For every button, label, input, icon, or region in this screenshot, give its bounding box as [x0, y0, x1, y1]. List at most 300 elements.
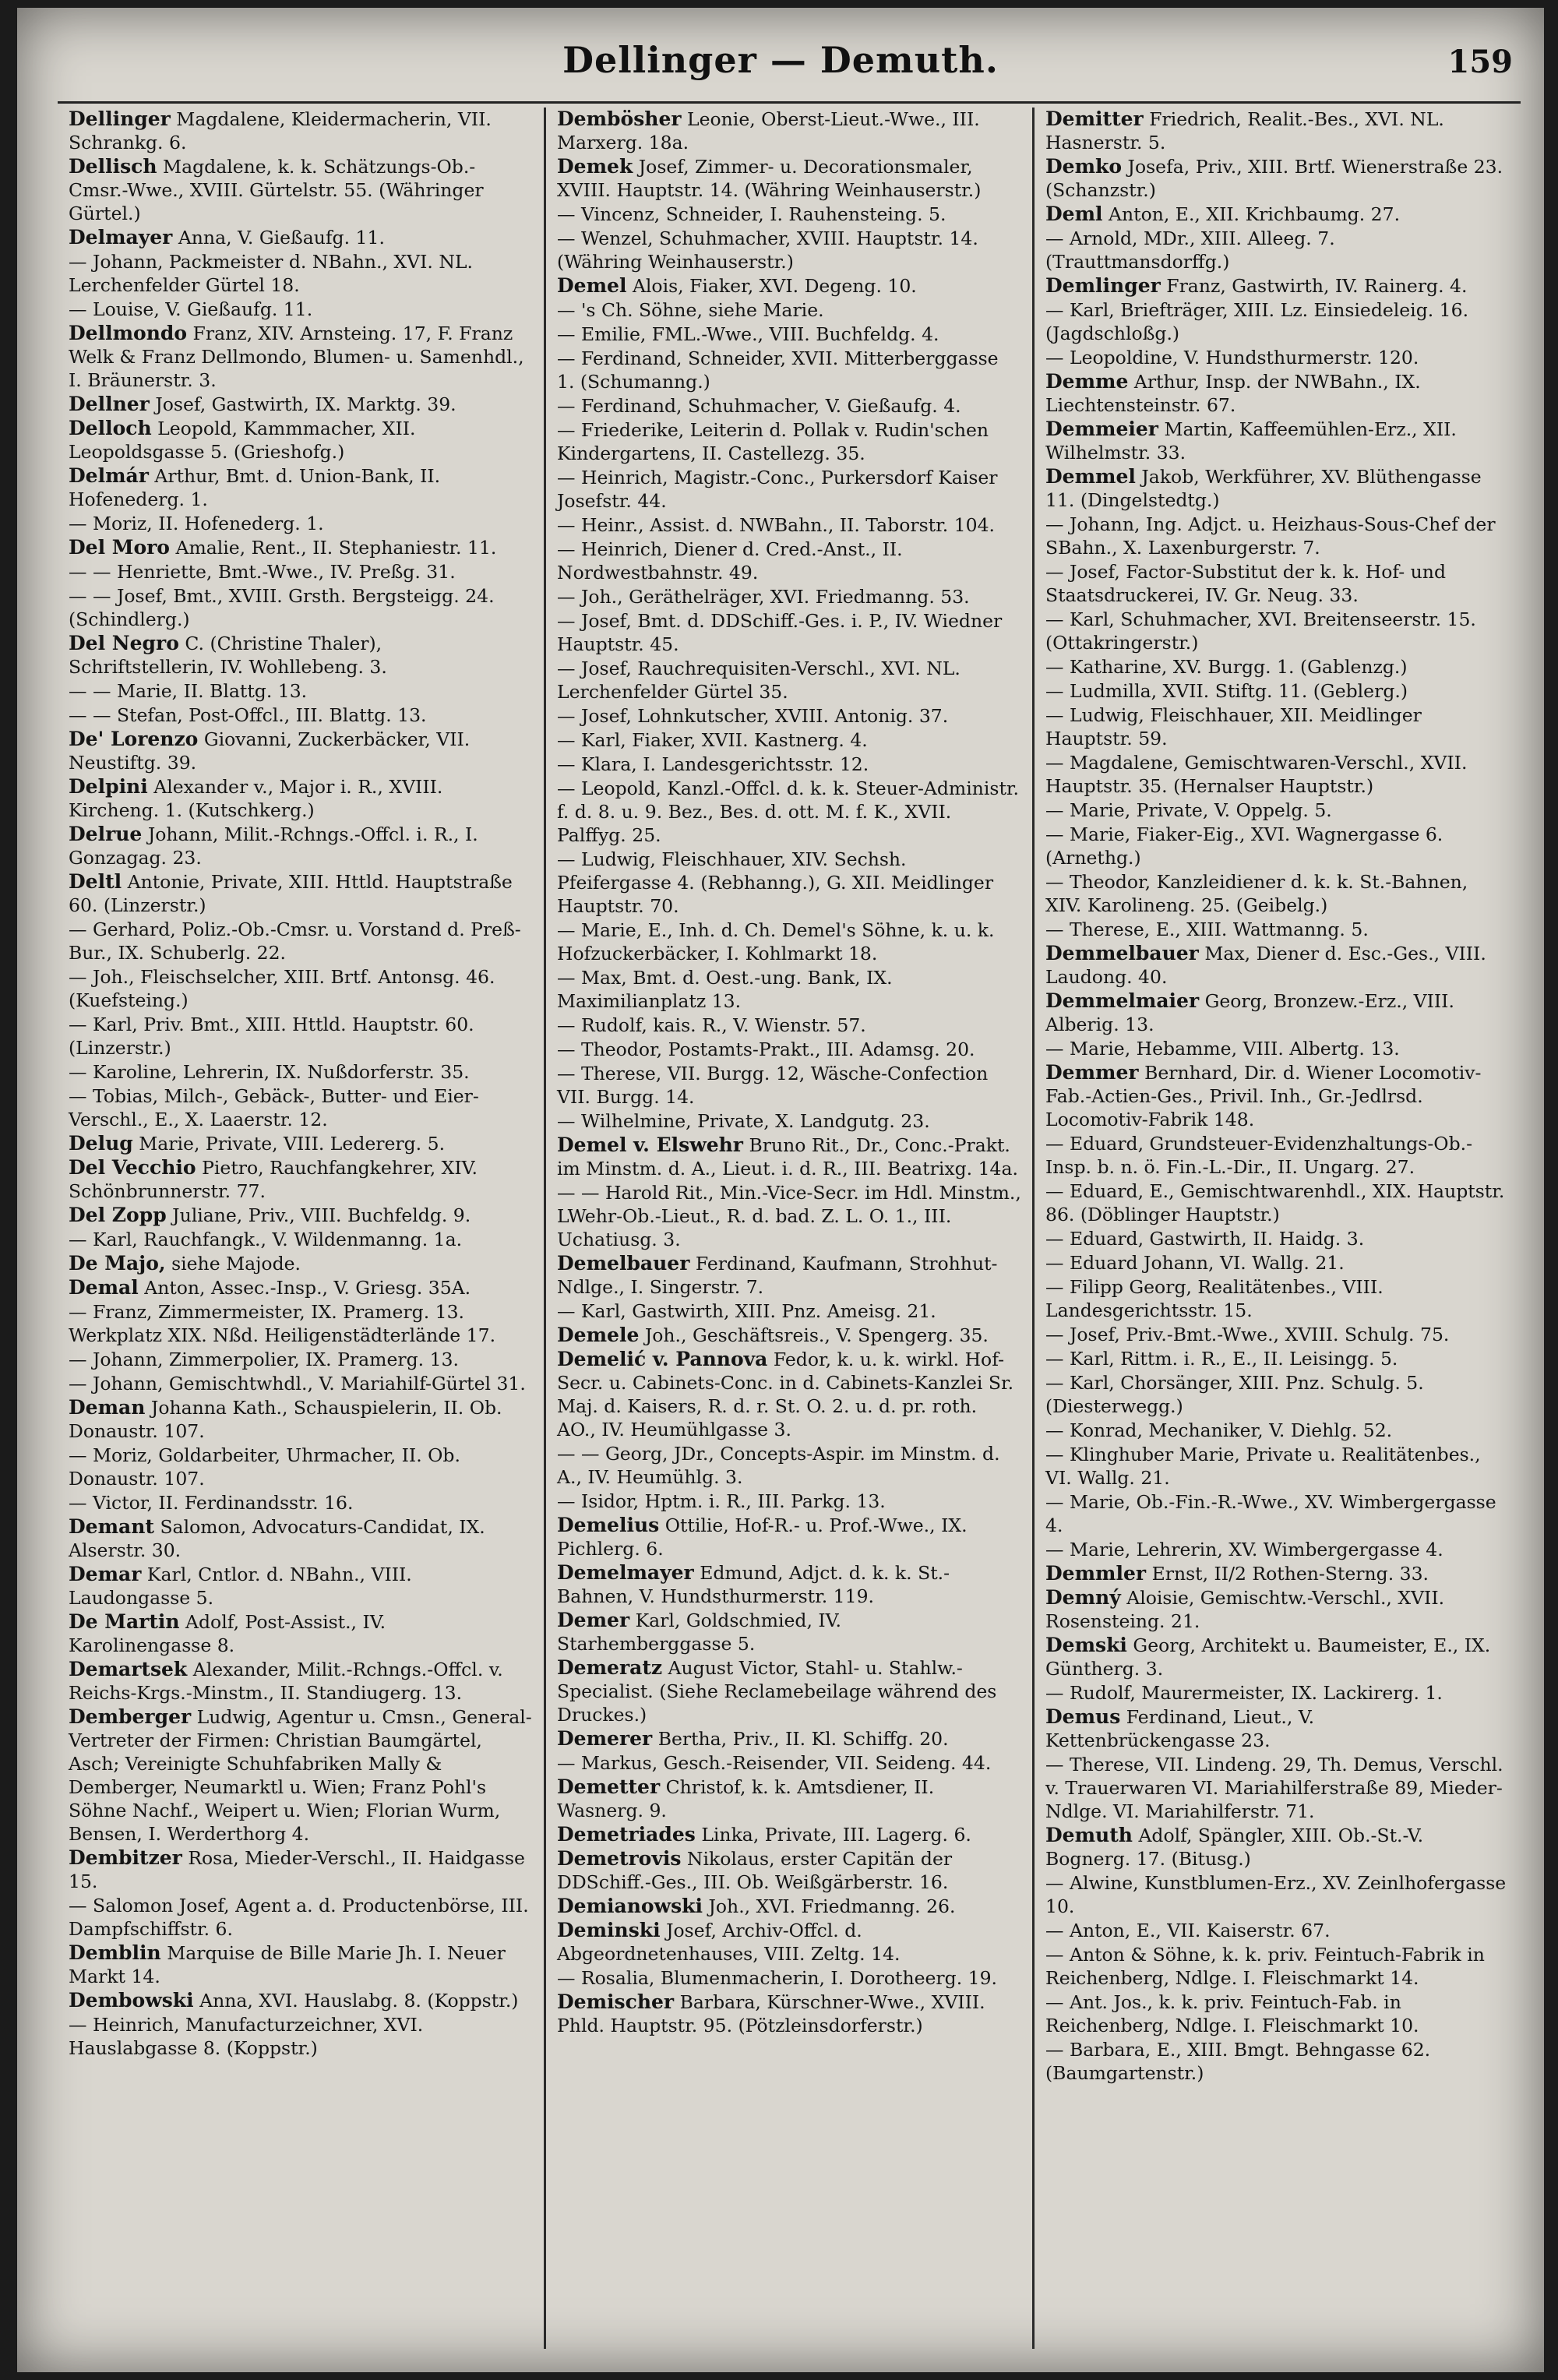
directory-entry — [1045, 1919, 1510, 1942]
directory-entry — [557, 1348, 1021, 1441]
directory-entry — [557, 1181, 1021, 1251]
entry-details: Magdalene, Kleidermacherin, VII. Schrankg. 6. — [69, 108, 492, 153]
directory-entry — [69, 728, 533, 774]
entry-surname: Del Zopp — [69, 1204, 167, 1226]
directory-entry — [69, 1228, 533, 1251]
directory-entry — [1045, 1037, 1510, 1060]
entry-surname: De Majo, — [69, 1252, 166, 1275]
directory-entry — [69, 512, 533, 535]
directory-entry — [557, 108, 1021, 154]
column-2 — [546, 108, 1035, 2349]
directory-entry — [1045, 513, 1510, 559]
directory-entry — [1045, 1061, 1510, 1131]
entry-details: Leopold, Kammmacher, XII. Leopoldsgasse 5. (Grieshofg.) — [69, 418, 416, 463]
entry-details: — Karl, Fiaker, XVII. Kastnerg. 4. — [557, 729, 868, 751]
entry-surname: Demmer — [1045, 1061, 1139, 1084]
directory-entry — [557, 1514, 1021, 1560]
directory-entry — [1045, 1990, 1510, 2037]
directory-entry — [69, 560, 533, 584]
entry-details: — — Stefan, Post-Offcl., III. Blattg. 13. — [69, 704, 427, 726]
directory-page — [17, 8, 1544, 2372]
directory-entry — [69, 823, 533, 869]
entry-details: — Therese, E., XIII. Wattmanng. 5. — [1045, 919, 1369, 940]
entry-details: Josef, Gastwirth, IX. Marktg. 39. — [155, 393, 456, 415]
entry-surname: Demartsek — [69, 1658, 188, 1680]
entry-surname: Delmár — [69, 464, 149, 487]
entry-surname: Demal — [69, 1276, 139, 1299]
entry-surname: Demelić v. Pannova — [557, 1348, 768, 1370]
entry-details: — Ludmilla, XVII. Stiftg. 11. (Geblerg.) — [1045, 680, 1408, 702]
entry-details: Johanna Kath., Schauspielerin, II. Ob. Donaustr. 107. — [69, 1397, 502, 1442]
entry-surname: Demlinger — [1045, 274, 1161, 297]
entry-details: Adolf, Post-Assist., IV. Karolinengasse 8. — [69, 1611, 386, 1656]
directory-entry — [69, 1444, 533, 1490]
entry-details: Franz, XIV. Arnsteing. 17, F. Franz Welk & Franz Dellmondo, Blumen- u. Samenhdl., I. Bräunerstr. 3. — [69, 323, 524, 391]
entry-details: — Johann, Gemischtwhdl., V. Mariahilf-Gürtel 31. — [69, 1373, 526, 1395]
entry-details: — Salomon Josef, Agent a. d. Productenbörse, III. Dampfschiffstr. 6. — [69, 1895, 529, 1940]
entry-details: — Karoline, Lehrerin, IX. Nußdorferstr. 35. — [69, 1061, 470, 1083]
entry-details: — Eduard, Gastwirth, II. Haidg. 3. — [1045, 1228, 1365, 1250]
directory-entry — [1045, 1132, 1510, 1179]
entry-surname: Demelmayer — [557, 1561, 694, 1584]
entry-details: — Therese, VII. Burgg. 12, Wäsche-Confection VII. Burgg. 14. — [557, 1063, 989, 1108]
entry-details: — Joh., Fleischselcher, XIII. Brtf. Antonsg. 46. (Kuefsteing.) — [69, 966, 495, 1011]
entry-details: — Josef, Bmt. d. DDSchiff.-Ges. i. P., IV. Wiedner Hauptstr. 45. — [557, 610, 1003, 655]
entry-details: Bruno Rit., Dr., Conc.-Prakt. im Minstm. d. A., Lieut. i. d. R., III. Beatrixg. 14a. — [557, 1134, 1018, 1179]
entry-details: Bertha, Priv., II. Kl. Schiffg. 20. — [657, 1728, 949, 1750]
directory-entry — [69, 1515, 533, 1562]
entry-details: — Johann, Packmeister d. NBahn., XVI. NL. Lerchenfelder Gürtel 18. — [69, 251, 473, 296]
directory-entry — [1045, 1251, 1510, 1275]
directory-entry — [1045, 1371, 1510, 1418]
directory-entry — [1045, 942, 1510, 989]
entry-details: — — Marie, II. Blattg. 13. — [69, 680, 308, 702]
directory-entry — [1045, 1753, 1510, 1823]
entry-details: Bernhard, Dir. d. Wiener Locomotiv-Fab.-Actien-Ges., Privil. Inh., Gr.-Jedlrsd. Locomotiv-Fabrik 148. — [1045, 1062, 1482, 1130]
directory-entry — [557, 227, 1021, 273]
entry-details: Nikolaus, erster Capitän der DDSchiff.-Ges., III. Ob. Weißgärberstr. 16. — [557, 1848, 953, 1893]
entry-details: — Moriz, II. Hofenederg. 1. — [69, 513, 324, 534]
entry-surname: Deltl — [69, 870, 122, 893]
entry-surname: Demant — [69, 1515, 154, 1538]
entry-details: Salomon, Advocaturs-Candidat, IX. Alserstr. 30. — [69, 1516, 485, 1561]
directory-entry — [557, 966, 1021, 1013]
entry-details: — — Harold Rit., Min.-Vice-Secr. im Hdl. Minstm., LWehr-Ob.-Lieut., R. d. bad. Z. L. O. 1., III. Uchatiusg. 3. — [557, 1182, 1021, 1250]
entry-surname: Demko — [1045, 155, 1123, 178]
entry-details: — Friederike, Leiterin d. Pollak v. Rudin'schen Kindergartens, II. Castellezg. 35. — [557, 419, 989, 464]
entry-surname: Demelius — [557, 1514, 660, 1536]
directory-entry — [69, 1132, 533, 1155]
entry-surname: Demeratz — [557, 1656, 663, 1679]
directory-entry — [1045, 227, 1510, 273]
directory-entry — [69, 1610, 533, 1657]
entry-details: — Marie, Fiaker-Eig., XVI. Wagnergasse 6. (Arnethg.) — [1045, 823, 1443, 869]
directory-entry — [557, 538, 1021, 584]
directory-entry — [1045, 1347, 1510, 1370]
directory-entry — [1045, 823, 1510, 869]
entry-surname: Del Vecchio — [69, 1156, 196, 1179]
entry-surname: Demar — [69, 1563, 142, 1585]
entry-details: — Klinghuber Marie, Private u. Realitätenbes., VI. Wallg. 21. — [1045, 1444, 1481, 1489]
directory-entry — [69, 918, 533, 964]
directory-entry — [557, 394, 1021, 418]
directory-entry — [69, 322, 533, 392]
entry-details: Johann, Milit.-Rchngs.-Offcl. i. R., I. Gonzagag. 23. — [69, 823, 478, 869]
entry-surname: Del Negro — [69, 632, 179, 654]
directory-entry — [69, 108, 533, 154]
column-3 — [1035, 108, 1521, 2349]
directory-entry — [1045, 1681, 1510, 1705]
directory-entry — [1045, 1179, 1510, 1226]
entry-details: — Wenzel, Schuhmacher, XVIII. Hauptstr. 14. (Währing Weinhauserstr.) — [557, 227, 978, 273]
entry-details: Anna, V. Gießaufg. 11. — [178, 227, 385, 249]
entry-details: Amalie, Rent., II. Stephaniestr. 11. — [175, 537, 497, 559]
entry-surname: Demski — [1045, 1634, 1127, 1656]
directory-entry — [557, 1134, 1021, 1180]
directory-entry — [1045, 1323, 1510, 1346]
directory-entry — [1045, 989, 1510, 1036]
directory-entry — [557, 1561, 1021, 1608]
directory-entry — [1045, 203, 1510, 226]
entry-details: — Gerhard, Poliz.-Ob.-Cmsr. u. Vorstand d. Preß-Bur., IX. Schuberlg. 22. — [69, 919, 521, 964]
directory-entry — [69, 775, 533, 822]
columns — [58, 108, 1521, 2349]
directory-entry — [69, 417, 533, 464]
entry-details: — Karl, Priv. Bmt., XIII. Httld. Hauptstr. 60. (Linzerstr.) — [69, 1014, 474, 1059]
entry-details: — Heinr., Assist. d. NWBahn., II. Taborstr. 104. — [557, 514, 996, 536]
entry-details: — Leopoldine, V. Hundsthurmerstr. 120. — [1045, 347, 1419, 368]
directory-entry — [1045, 751, 1510, 798]
directory-entry — [69, 1084, 533, 1131]
directory-entry — [69, 298, 533, 321]
entry-details: — Barbara, E., XIII. Bmgt. Behngasse 62. (Baumgartenstr.) — [1045, 2039, 1431, 2084]
directory-entry — [557, 919, 1021, 965]
entry-surname: Demetriades — [557, 1823, 696, 1846]
entry-details: Fedor, k. u. k. wirkl. Hof-Secr. u. Cabinets-Conc. in d. Cabinets-Kanzlei Sr. Maj. d. Kaisers, R. d. r. St. O. 2. u. d. pr. roth. AO., IV. Heumühlgasse 3. — [557, 1349, 1014, 1440]
directory-entry — [1045, 346, 1510, 369]
directory-entry — [69, 1156, 533, 1203]
directory-entry — [69, 2013, 533, 2060]
entry-details: — Ferdinand, Schuhmacher, V. Gießaufg. 4. — [557, 395, 961, 417]
entry-details: Rosa, Mieder-Verschl., II. Haidgasse 15. — [69, 1847, 525, 1892]
entry-surname: Demek — [557, 155, 633, 178]
entry-details: — Ludwig, Fleischhauer, XIV. Sechsh. Pfeifergasse 4. (Rebhanng.), G. XII. Meidlinger Hauptstr. 70. — [557, 848, 994, 917]
entry-details: — Theodor, Kanzleidiener d. k. k. St.-Bahnen, XIV. Karolineng. 25. (Geibelg.) — [1045, 871, 1468, 916]
directory-entry — [69, 1894, 533, 1941]
entry-details: — Klara, I. Landesgerichtsstr. 12. — [557, 753, 869, 775]
directory-entry — [69, 584, 533, 631]
entry-details: Marie, Private, VIII. Ledererg. 5. — [139, 1133, 446, 1155]
directory-entry — [1045, 1538, 1510, 1561]
entry-details: Alois, Fiaker, XVI. Degeng. 10. — [632, 275, 917, 297]
entry-surname: Dellisch — [69, 155, 157, 178]
entry-surname: Delug — [69, 1132, 133, 1155]
entry-details: — Karl, Gastwirth, XIII. Pnz. Ameisg. 21. — [557, 1300, 936, 1322]
directory-entry — [557, 1038, 1021, 1061]
entry-details: Linka, Private, III. Lagerg. 6. — [701, 1824, 971, 1846]
directory-entry — [69, 1941, 533, 1988]
entry-details: Ernst, II/2 Rothen-Sterng. 33. — [1151, 1563, 1429, 1585]
directory-entry — [69, 1013, 533, 1060]
directory-entry — [69, 1372, 533, 1395]
directory-entry — [557, 1014, 1021, 1037]
directory-entry — [557, 418, 1021, 465]
entry-surname: Demel v. Elswehr — [557, 1134, 743, 1156]
column-1 — [58, 108, 546, 2349]
entry-details: Jakob, Werkführer, XV. Blüthengasse 11. (Dingelstedtg.) — [1045, 466, 1482, 511]
directory-entry — [1045, 1562, 1510, 1585]
entry-surname: Delmayer — [69, 226, 173, 249]
directory-entry — [557, 1847, 1021, 1894]
entry-details: Barbara, Kürschner-Wwe., XVIII. Phld. Hauptstr. 95. (Pötzleinsdorferstr.) — [557, 1991, 985, 2036]
entry-details: — Johann, Ing. Adjct. u. Heizhaus-Sous-Chef der SBahn., X. Laxenburgerstr. 7. — [1045, 513, 1496, 559]
directory-entry — [557, 753, 1021, 776]
directory-entry — [1045, 418, 1510, 464]
page-title: Dellinger — Demuth. — [562, 39, 999, 81]
directory-entry — [1045, 108, 1510, 154]
entry-details: — Tobias, Milch-, Gebäck-, Butter- und Eier-Verschl., E., X. Laaerstr. 12. — [69, 1085, 479, 1130]
entry-details: — Filipp Georg, Realitätenbes., VIII. Landesgerichtsstr. 15. — [1045, 1276, 1384, 1321]
entry-details: — Arnold, MDr., XIII. Alleeg. 7. (Trauttmansdorffg.) — [1045, 227, 1335, 273]
directory-entry — [557, 1324, 1021, 1347]
entry-surname: Dellner — [69, 393, 150, 415]
entry-details: Adolf, Spängler, XIII. Ob.-St.-V. Bognerg. 17. (Bitusg.) — [1045, 1825, 1424, 1870]
entry-surname: Dembitzer — [69, 1846, 182, 1869]
directory-entry — [69, 632, 533, 679]
entry-details: Ferdinand, Kaufmann, Strohhut-Ndlge., I. Singerstr. 7. — [557, 1253, 998, 1298]
entry-details: Arthur, Insp. der NWBahn., IX. Liechtensteinstr. 67. — [1045, 371, 1421, 416]
directory-entry — [69, 536, 533, 559]
entry-details: Friedrich, Realit.-Bes., XVI. NL. Hasnerstr. 5. — [1045, 108, 1444, 153]
entry-details: — Konrad, Mechaniker, V. Diehlg. 52. — [1045, 1419, 1393, 1441]
entry-details: — Wilhelmine, Private, X. Landgutg. 23. — [557, 1110, 930, 1132]
entry-surname: Dembowski — [69, 1989, 194, 2012]
directory-entry — [1045, 1275, 1510, 1322]
entry-details: — Rosalia, Blumenmacherin, I. Dorotheerg. 19. — [557, 1967, 998, 1989]
entry-details: — Moriz, Goldarbeiter, Uhrmacher, II. Ob. Donaustr. 107. — [69, 1444, 460, 1490]
directory-entry — [557, 155, 1021, 202]
entry-surname: Demme — [1045, 370, 1129, 393]
directory-entry — [69, 870, 533, 917]
directory-entry — [69, 1563, 533, 1610]
entry-details: Josefa, Priv., XIII. Brtf. Wienerstraße 23. (Schanzstr.) — [1045, 156, 1503, 201]
directory-entry — [69, 1204, 533, 1227]
entry-details: — Marie, Lehrerin, XV. Wimbergergasse 4. — [1045, 1539, 1443, 1560]
directory-entry — [557, 1656, 1021, 1726]
entry-details: — Heinrich, Magistr.-Conc., Purkersdorf Kaiser Josefstr. 44. — [557, 467, 998, 512]
directory-entry — [557, 1490, 1021, 1513]
directory-entry — [1045, 155, 1510, 202]
entry-details: Alexander v., Major i. R., XVIII. Kircheng. 1. (Kutschkerg.) — [69, 776, 443, 821]
entry-details: — Vincenz, Schneider, I. Rauhensteing. 5. — [557, 203, 946, 225]
entry-details: Juliane, Priv., VIII. Buchfeldg. 9. — [172, 1204, 471, 1226]
directory-entry — [1045, 918, 1510, 941]
entry-details: — Alwine, Kunstblumen-Erz., XV. Zeinlhofergasse 10. — [1045, 1872, 1507, 1917]
entry-details: Ottilie, Hof-R.- u. Prof.-Wwe., IX. Pichlerg. 6. — [557, 1514, 968, 1560]
entry-details: Franz, Gastwirth, IV. Rainerg. 4. — [1166, 275, 1468, 297]
directory-entry — [557, 1895, 1021, 1918]
directory-entry — [557, 1727, 1021, 1751]
entry-surname: Demmler — [1045, 1562, 1147, 1585]
entry-details: Georg, Architekt u. Baumeister, E., IX. Güntherg. 3. — [1045, 1634, 1491, 1680]
entry-details: — Heinrich, Diener d. Cred.-Anst., II. Nordwestbahnstr. 49. — [557, 538, 903, 584]
entry-details: Marquise de Bille Marie Jh. I. Neuer Markt 14. — [69, 1942, 506, 1987]
directory-entry — [1045, 1871, 1510, 1918]
directory-entry — [69, 1348, 533, 1371]
directory-entry — [69, 1252, 533, 1275]
entry-surname: Demerer — [557, 1727, 653, 1750]
directory-entry — [557, 274, 1021, 298]
directory-entry — [557, 1775, 1021, 1822]
entry-surname: Dembösher — [557, 108, 682, 130]
entry-details: — Ferdinand, Schneider, XVII. Mitterberggasse 1. (Schumanng.) — [557, 347, 999, 393]
directory-entry — [69, 464, 533, 511]
directory-entry — [1045, 655, 1510, 679]
directory-entry — [557, 704, 1021, 728]
entry-surname: Demele — [557, 1324, 640, 1346]
directory-entry — [69, 1658, 533, 1705]
directory-entry — [557, 1990, 1021, 2037]
entry-details: Leonie, Oberst-Lieut.-Wwe., III. Marxerg. 18a. — [557, 108, 980, 153]
directory-entry — [557, 1823, 1021, 1846]
entry-surname: Demmelbauer — [1045, 942, 1199, 964]
entry-details: — Josef, Factor-Substitut der k. k. Hof- und Staatsdruckerei, IV. Gr. Neug. 33. — [1045, 561, 1446, 606]
entry-surname: De Martin — [69, 1610, 180, 1633]
entry-details: Christof, k. k. Amtsdiener, II. Wasnerg. 9. — [557, 1776, 935, 1821]
directory-entry — [1045, 1419, 1510, 1442]
entry-details: — — Georg, JDr., Concepts-Aspir. im Minstm. d. A., IV. Heumühlg. 3. — [557, 1443, 1000, 1488]
entry-details: — Max, Bmt. d. Oest.-ung. Bank, IX. Maximilianplatz 13. — [557, 967, 893, 1012]
directory-entry — [557, 585, 1021, 608]
entry-details: Ludwig, Agentur u. Cmsn., General-Vertreter der Firmen: Christian Baumgärtel, Asch; Vereinigte Schuhfabriken Mally & Demberger, Neumarktl u. Wien; Franz Pohl's Söhne Nachf., Weipert u. Wien; Florian Wurm, Bensen, I. Werderthorg 4. — [69, 1706, 532, 1845]
entry-surname: Demischer — [557, 1990, 675, 2013]
entry-details: — Magdalene, Gemischtwaren-Verschl., XVII. Hauptstr. 35. (Hernalser Hauptstr.) — [1045, 752, 1468, 797]
entry-details: — Marie, Hebamme, VIII. Albertg. 13. — [1045, 1038, 1400, 1060]
entry-surname: Demetter — [557, 1775, 661, 1798]
directory-entry — [69, 679, 533, 703]
entry-details: — Anton & Söhne, k. k. priv. Feintuch-Fabrik in Reichenberg, Ndlge. I. Fleischmarkt 14. — [1045, 1944, 1485, 1989]
entry-details: — Ant. Jos., k. k. priv. Feintuch-Fab. in Reichenberg, Ndlge. I. Fleischmarkt 10. — [1045, 1991, 1419, 2036]
entry-details: — Johann, Zimmerpolier, IX. Pramerg. 13. — [69, 1349, 459, 1370]
entry-details: — Karl, Rauchfangk., V. Wildenmanng. 1a. — [69, 1229, 463, 1250]
directory-entry — [69, 1491, 533, 1514]
entry-details: — — Josef, Bmt., XVIII. Grsth. Bergsteigg. 24. (Schindlerg.) — [69, 585, 495, 630]
entry-surname: Demmelmaier — [1045, 989, 1200, 1012]
entry-surname: Deml — [1045, 203, 1103, 225]
entry-details: Karl, Goldschmied, IV. Starhemberggasse 5. — [557, 1610, 842, 1655]
directory-entry — [1045, 1943, 1510, 1990]
entry-details: Josef, Archiv-Offcl. d. Abgeordnetenhauses, VIII. Zeltg. 14. — [557, 1920, 901, 1965]
entry-details: — Eduard, E., Gemischtwarenhdl., XIX. Hauptstr. 86. (Döblinger Hauptstr.) — [1045, 1180, 1505, 1225]
entry-details: — Anton, E., VII. Kaiserstr. 67. — [1045, 1920, 1331, 1941]
entry-details: — Therese, VII. Lindeng. 29, Th. Demus, Verschl. v. Trauerwaren VI. Mariahilferstraße 89, Mieder-Ndlge. VI. Mariahilferstr. 71. — [1045, 1754, 1503, 1822]
directory-entry — [1045, 1227, 1510, 1250]
entry-details: — — Henriette, Bmt.-Wwe., IV. Preßg. 31. — [69, 561, 456, 583]
entry-surname: Demel — [557, 274, 627, 297]
page-header — [17, 39, 1544, 101]
entry-details: Martin, Kaffeemühlen-Erz., XII. Wilhelmstr. 33. — [1045, 418, 1457, 464]
entry-details: — Theodor, Postamts-Prakt., III. Adamsg. 20. — [557, 1038, 975, 1060]
entry-details: Max, Diener d. Esc.-Ges., VIII. Laudong. 40. — [1045, 943, 1486, 988]
entry-details: Anna, XVI. Hauslabg. 8. (Koppstr.) — [199, 1990, 519, 2012]
entry-details: Arthur, Bmt. d. Union-Bank, II. Hofenederg. 1. — [69, 465, 441, 510]
directory-entry — [1045, 799, 1510, 822]
entry-details: — Josef, Rauchrequisiten-Verschl., XVI. NL. Lerchenfelder Gürtel 35. — [557, 658, 961, 703]
entry-surname: Deman — [69, 1396, 146, 1419]
entry-surname: Demer — [557, 1609, 630, 1631]
entry-details: Pietro, Rauchfangkehrer, XIV. Schönbrunnerstr. 77. — [69, 1157, 478, 1202]
entry-surname: Demmel — [1045, 465, 1136, 488]
directory-entry — [1045, 870, 1510, 917]
directory-entry — [1045, 370, 1510, 417]
directory-entry — [69, 1396, 533, 1443]
page-number: 159 — [1447, 44, 1513, 80]
entry-surname: Delpini — [69, 775, 148, 798]
entry-details: — Eduard Johann, VI. Wallg. 21. — [1045, 1252, 1345, 1274]
directory-entry — [69, 1989, 533, 2012]
header-rule — [58, 101, 1521, 104]
entry-details: Edmund, Adjct. d. k. k. St.-Bahnen, V. Hundsthurmerstr. 119. — [557, 1562, 950, 1607]
entry-surname: Delloch — [69, 417, 152, 439]
directory-entry — [69, 1276, 533, 1299]
entry-details: — Isidor, Hptm. i. R., III. Parkg. 13. — [557, 1490, 886, 1512]
entry-surname: Dellinger — [69, 108, 171, 130]
entry-details: — Franz, Zimmermeister, IX. Pramerg. 13. Werkplatz XIX. Nßd. Heiligenstädterlände 17. — [69, 1301, 496, 1346]
entry-details: Giovanni, Zuckerbäcker, VII. Neustiftg. 39. — [69, 728, 471, 774]
entry-details: — Louise, V. Gießaufg. 11. — [69, 298, 313, 320]
directory-entry — [557, 777, 1021, 847]
entry-surname: Delrue — [69, 823, 143, 845]
directory-entry — [1045, 465, 1510, 512]
entry-surname: Demný — [1045, 1586, 1121, 1609]
entry-details: — Ludwig, Fleischhauer, XII. Meidlinger Hauptstr. 59. — [1045, 704, 1422, 749]
directory-entry — [557, 298, 1021, 322]
entry-details: — Emilie, FML.-Wwe., VIII. Buchfeldg. 4. — [557, 323, 939, 345]
entry-details: — Karl, Chorsänger, XIII. Pnz. Schulg. 5. (Diesterwegg.) — [1045, 1372, 1424, 1417]
entry-details: — 's Ch. Söhne, siehe Marie. — [557, 299, 824, 321]
directory-entry — [1045, 608, 1510, 654]
entry-details: — Joh., Geräthelräger, XVI. Friedmanng. 53. — [557, 586, 970, 608]
entry-surname: Demitter — [1045, 108, 1144, 130]
entry-details: — Marie, E., Inh. d. Ch. Demel's Söhne, k. u. k. Hofzuckerbäcker, I. Kohlmarkt 18. — [557, 919, 995, 964]
directory-entry — [69, 1705, 533, 1846]
entry-surname: Deminski — [557, 1919, 661, 1941]
entry-details: Anton, Assec.-Insp., V. Griesg. 35A. — [144, 1277, 471, 1299]
entry-details: — Markus, Gesch.-Reisender, VII. Seideng. 44. — [557, 1752, 992, 1774]
entry-details: — Marie, Private, V. Oppelg. 5. — [1045, 799, 1332, 821]
directory-entry — [557, 657, 1021, 703]
entry-details: — Leopold, Kanzl.-Offcl. d. k. k. Steuer-Administr. f. d. 8. u. 9. Bez., Bes. d. ott. M. f. K., XVII. Palffyg. 25. — [557, 777, 1020, 846]
directory-entry — [557, 347, 1021, 393]
directory-entry — [1045, 1586, 1510, 1633]
directory-entry — [69, 393, 533, 416]
entry-surname: Demblin — [69, 1941, 161, 1964]
entry-details: — Heinrich, Manufacturzeichner, XVI. Hauslabgasse 8. (Koppstr.) — [69, 2014, 424, 2059]
entry-details: siehe Majode. — [171, 1253, 301, 1275]
directory-entry — [1045, 1490, 1510, 1537]
entry-surname: Dellmondo — [69, 322, 188, 344]
directory-entry — [557, 1062, 1021, 1109]
directory-entry — [69, 703, 533, 727]
directory-entry — [69, 1846, 533, 1893]
entry-details: Antonie, Private, XIII. Httld. Hauptstraße 60. (Linzerstr.) — [69, 871, 513, 916]
entry-surname: Demuth — [1045, 1824, 1133, 1846]
directory-entry — [69, 250, 533, 297]
directory-entry — [1045, 274, 1510, 298]
directory-entry — [1045, 1824, 1510, 1871]
entry-surname: Demus — [1045, 1705, 1121, 1728]
entry-details: Karl, Cntlor. d. NBahn., VIII. Laudongasse 5. — [69, 1564, 412, 1609]
